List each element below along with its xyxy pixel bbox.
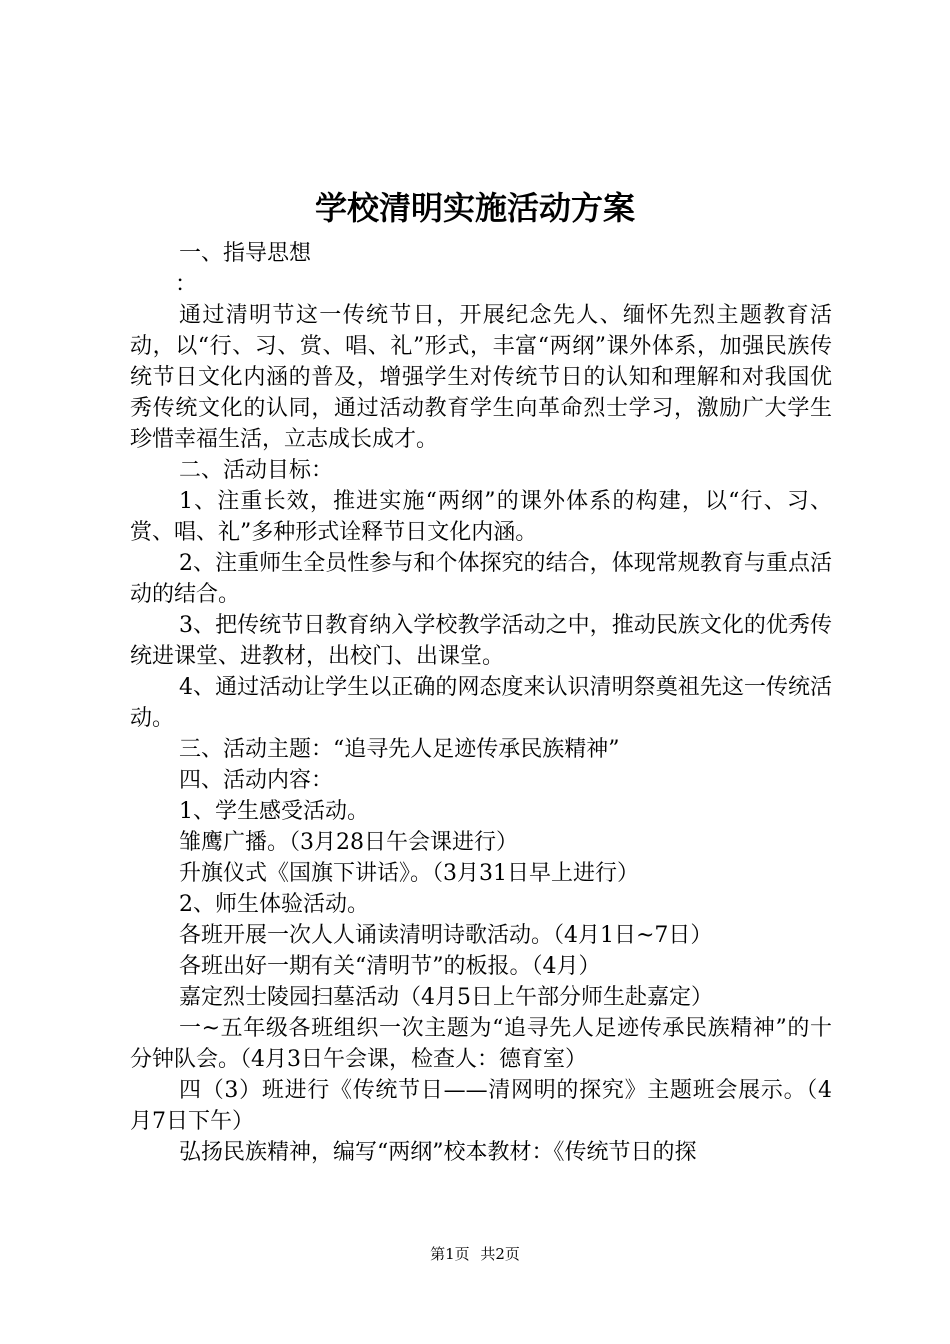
section-heading-goals: 二、活动目标： bbox=[179, 458, 334, 483]
page-footer bbox=[0, 1244, 950, 1264]
document-body bbox=[130, 238, 832, 1168]
page-total: 共2页 bbox=[480, 1245, 520, 1263]
content-item-broadcast: 雏鹰广播。（3月28日午会课进行） bbox=[179, 830, 518, 855]
content-item-cemetery-visit: 嘉定烈士陵园扫墓活动（4月5日上午部分师生赴嘉定） bbox=[179, 985, 713, 1010]
content-item-textbook: 弘扬民族精神，编写“两纲”校本教材：《传统节日的探 bbox=[179, 1140, 697, 1165]
content-item-class-meeting: 四（3）班进行《传统节日——清网明的探究》主题班会展示。（4月7日下午） bbox=[130, 1078, 832, 1134]
goal-item-4: 4、通过活动让学生以正确的网态度来认识清明祭奠祖先这一传统活动。 bbox=[130, 675, 832, 731]
section-heading-theme: 三、活动主题：“追寻先人足迹传承民族精神” bbox=[179, 737, 620, 762]
content-item-blackboard: 各班出好一期有关“清明节”的板报。（4月） bbox=[179, 954, 601, 979]
section-heading-content: 四、活动内容： bbox=[179, 768, 334, 793]
page-number: 第1页 bbox=[430, 1245, 470, 1263]
content-item-team-meeting: 一~五年级各班组织一次主题为“追寻先人足迹传承民族精神”的十分钟队会。（4月3日午会课，检查人：德育室） bbox=[130, 1016, 832, 1072]
goal-item-1: 1、注重长效，推进实施“两纲”的课外体系的构建，以“行、习、赏、唱、礼”多种形式诠释节日文化内涵。 bbox=[130, 489, 832, 545]
document-title: 学校清明实施活动方案 bbox=[314, 189, 635, 227]
content-item-poetry-reading: 各班开展一次人人诵读清明诗歌活动。（4月1日~7日） bbox=[179, 923, 713, 948]
paragraph-intro: 通过清明节这一传统节日，开展纪念先人、缅怀先烈主题教育活动，以“行、习、赏、唱、礼”形式，丰富“两纲”课外体系，加强民族传统节日文化内涵的普及，增强学生对传统节日的认知和理解和对我国优秀传统文化的认同，通过活动教育学生向革命烈士学习，激励广大学生珍惜幸福生活，立志成长成才。 bbox=[130, 303, 832, 452]
goal-item-2: 2、注重师生全员性参与和个体探究的结合，体现常规教育与重点活动的结合。 bbox=[130, 551, 832, 607]
content-item-teacher-student-activities: 2、师生体验活动。 bbox=[179, 892, 369, 917]
content-item-student-activities: 1、学生感受活动。 bbox=[179, 799, 369, 824]
stray-colon: ： bbox=[175, 272, 198, 297]
content-item-flag-ceremony: 升旗仪式《国旗下讲话》。（3月31日早上进行） bbox=[179, 861, 639, 886]
goal-item-3: 3、把传统节日教育纳入学校教学活动之中，推动民族文化的优秀传统进课堂、进教材，出校门、出课堂。 bbox=[130, 613, 832, 669]
section-heading-guiding-ideology: 一、指导思想 bbox=[179, 241, 312, 266]
